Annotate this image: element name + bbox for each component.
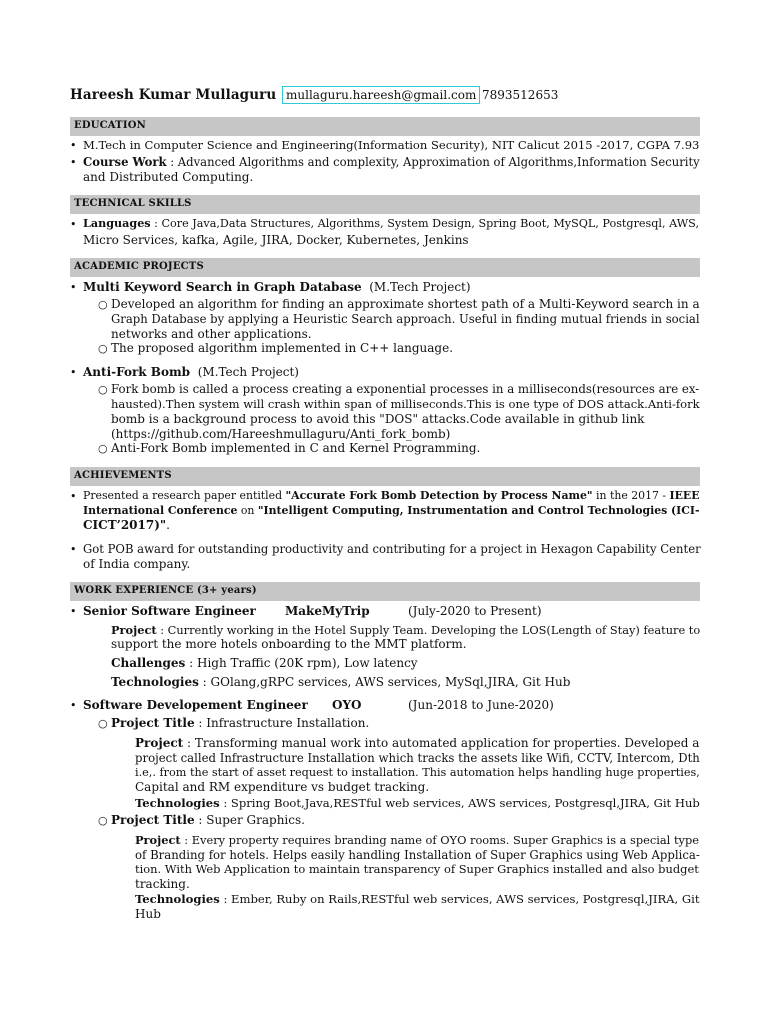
paper-title: "Accurate Fork Bomb Detection by Process Name"	[285, 489, 593, 502]
text: : Core Java,Data Structures, Algorithms, System Design, Spring Boot, MySQL, Postgresql, AWS,	[150, 217, 699, 230]
project-link[interactable]: (https://github.com/Hareeshmullaguru/Anti_fork_bomb)	[111, 427, 451, 441]
label: Multi Keyword Search in Graph Database	[83, 280, 362, 294]
education-coursework-cont: and Distributed Computing.	[83, 170, 254, 184]
project-desc: Fork bomb is called a process creating a exponential processes in a milliseconds(resources are ex-	[111, 382, 700, 396]
subproject-technologies	[135, 796, 700, 811]
job-project-cont: support the more hotels onboarding to the MMT platform.	[111, 637, 467, 651]
job-company: MakeMyTrip	[285, 604, 370, 618]
section-title: EDUCATION	[74, 120, 146, 131]
tag: (M.Tech Project)	[197, 365, 299, 379]
circle-bullet-icon: ○	[98, 442, 108, 455]
text: : High Traffic (20K rpm), Low latency	[185, 656, 418, 670]
subproject-desc: Capital and RM expenditure vs budget tracking.	[135, 780, 430, 794]
section-title: TECHNICAL SKILLS	[74, 198, 192, 209]
label: Course Work	[83, 155, 167, 169]
skills-languages-cont: Micro Services, kafka, Agile, JIRA, Docker, Kubernetes, Jenkins	[83, 233, 469, 247]
circle-bullet-icon: ○	[98, 298, 108, 311]
text: in the 2017 -	[592, 489, 670, 502]
text: IEEE	[669, 489, 700, 502]
resume-header	[70, 87, 700, 107]
bullet-icon: •	[70, 281, 77, 294]
subproject-title	[111, 813, 305, 828]
section-header-skills	[70, 195, 700, 214]
circle-bullet-icon: ○	[98, 383, 108, 396]
section-header-projects	[70, 258, 700, 277]
email-link[interactable]: mullaguru.hareesh@gmail.com	[282, 86, 480, 104]
education-degree: M.Tech in Computer Science and Engineering(Information Security), NIT Calicut 2015 -2017, CGPA 7.93	[83, 138, 700, 152]
achievement-line	[83, 489, 700, 504]
project-title	[83, 365, 299, 380]
subproject-desc: i.e,. from the start of asset request to installation. This automation helps handling huge properties,	[135, 766, 700, 779]
bullet-icon: •	[70, 139, 77, 152]
project-desc: Graph Database by applying a Heuristic Search approach. Useful in finding mutual friends in social	[111, 312, 700, 326]
project-desc: bomb is a background process to avoid this "DOS" attacks.Code available in github link	[111, 412, 645, 426]
label: Project	[135, 833, 181, 847]
label: Project	[111, 623, 157, 637]
label: Technologies	[111, 675, 199, 689]
label: Languages	[83, 217, 151, 230]
label: Anti-Fork Bomb	[83, 365, 191, 379]
text: : Transforming manual work into automated application for properties. Developed a	[183, 736, 700, 750]
label: Project Title	[111, 716, 195, 730]
project-desc: The proposed algorithm implemented in C++ language.	[111, 341, 454, 355]
text: : GOlang,gRPC services, AWS services, MySql,JIRA, Git Hub	[198, 675, 571, 689]
bullet-icon: •	[70, 366, 77, 379]
subproject-technologies	[135, 892, 699, 907]
text: : Advanced Algorithms and complexity, Approximation of Algorithms,Information Security	[166, 155, 700, 169]
circle-bullet-icon: ○	[98, 717, 108, 730]
project-desc: Developed an algorithm for finding an approximate shortest path of a Multi-Keyword search in a	[111, 297, 700, 311]
achievement-line: of India company.	[83, 557, 191, 571]
subproject-desc: project called Infrastructure Installation which tracks the assets like Wifi, CCTV, Intercom, Dth	[135, 751, 700, 765]
text: Presented a research paper entitled	[83, 489, 286, 502]
project-desc: Anti-Fork Bomb implemented in C and Kernel Programming.	[111, 441, 481, 455]
section-title: ACHIEVEMENTS	[74, 470, 172, 481]
tag: (M.Tech Project)	[369, 280, 471, 294]
section-header-achievements	[70, 467, 700, 486]
circle-bullet-icon: ○	[98, 814, 108, 827]
subproject-desc	[135, 736, 699, 751]
subproject-desc: of Branding for hotels. Helps easily handling Installation of Super Graphics using Web Applica-	[135, 848, 700, 862]
project-title	[83, 280, 471, 295]
text: International Conference	[83, 504, 238, 517]
job-dates: (July-2020 to Present)	[408, 604, 542, 618]
job-company: OYO	[332, 698, 362, 712]
achievement-line	[83, 504, 700, 519]
section-title: ACADEMIC PROJECTS	[74, 261, 204, 272]
circle-bullet-icon: ○	[98, 342, 108, 355]
subproject-technologies-cont: Hub	[135, 907, 161, 921]
label: Technologies	[135, 892, 220, 906]
section-header-work	[70, 582, 700, 601]
bullet-icon: •	[70, 218, 77, 231]
bullet-icon: •	[70, 605, 77, 618]
text: CICT’2017)"	[83, 518, 167, 532]
bullet-icon: •	[70, 543, 77, 556]
text: .	[166, 518, 170, 532]
achievement-line: Got POB award for outstanding productivity and contributing for a project in Hexagon Capability Center	[83, 542, 701, 556]
text: : Super Graphics.	[194, 813, 305, 827]
education-coursework	[83, 155, 700, 170]
text: : Currently working in the Hotel Supply Team. Developing the LOS(Length of Stay) feature to	[156, 623, 701, 637]
subproject-title	[111, 716, 369, 731]
bullet-icon: •	[70, 156, 77, 169]
candidate-name: Hareesh Kumar Mullaguru	[70, 87, 277, 103]
subproject-desc	[135, 833, 699, 848]
text: on	[237, 504, 258, 517]
subproject-desc: tracking.	[135, 877, 190, 891]
bullet-icon: •	[70, 699, 77, 712]
bullet-icon: •	[70, 490, 77, 503]
text: : Spring Boot,Java,RESTful web services, AWS services, Postgresql,JIRA, Git Hub	[219, 796, 700, 810]
label: Project Title	[111, 813, 195, 827]
project-desc: hausted).Then system will crash within span of milliseconds.This is one type of DOS attack.Anti-fork	[111, 397, 700, 411]
phone-number: 7893512653	[482, 88, 559, 102]
job-project	[111, 623, 700, 638]
section-title: WORK EXPERIENCE (3+ years)	[74, 585, 257, 596]
job-role: Software Developement Engineer	[83, 698, 308, 712]
project-desc: networks and other applications.	[111, 327, 312, 341]
label: Technologies	[135, 796, 220, 810]
achievement-line	[83, 518, 170, 533]
subproject-desc: tion. With Web Application to maintain transparency of Super Graphics installed and also budget	[135, 862, 699, 876]
text: : Infrastructure Installation.	[194, 716, 370, 730]
job-dates: (Jun-2018 to June-2020)	[408, 698, 554, 712]
job-challenges	[111, 656, 418, 671]
label: Project	[135, 736, 184, 750]
section-header-education	[70, 117, 700, 136]
job-role: Senior Software Engineer	[83, 604, 256, 618]
skills-languages	[83, 217, 699, 232]
job-technologies	[111, 675, 570, 690]
conference-title: "Intelligent Computing, Instrumentation and Control Technologies (ICI-	[257, 504, 700, 517]
text: : Every property requires branding name of OYO rooms. Super Graphics is a special type	[180, 833, 699, 847]
label: Challenges	[111, 656, 186, 670]
text: : Ember, Ruby on Rails,RESTful web services, AWS services, Postgresql,JIRA, Git	[219, 892, 700, 906]
